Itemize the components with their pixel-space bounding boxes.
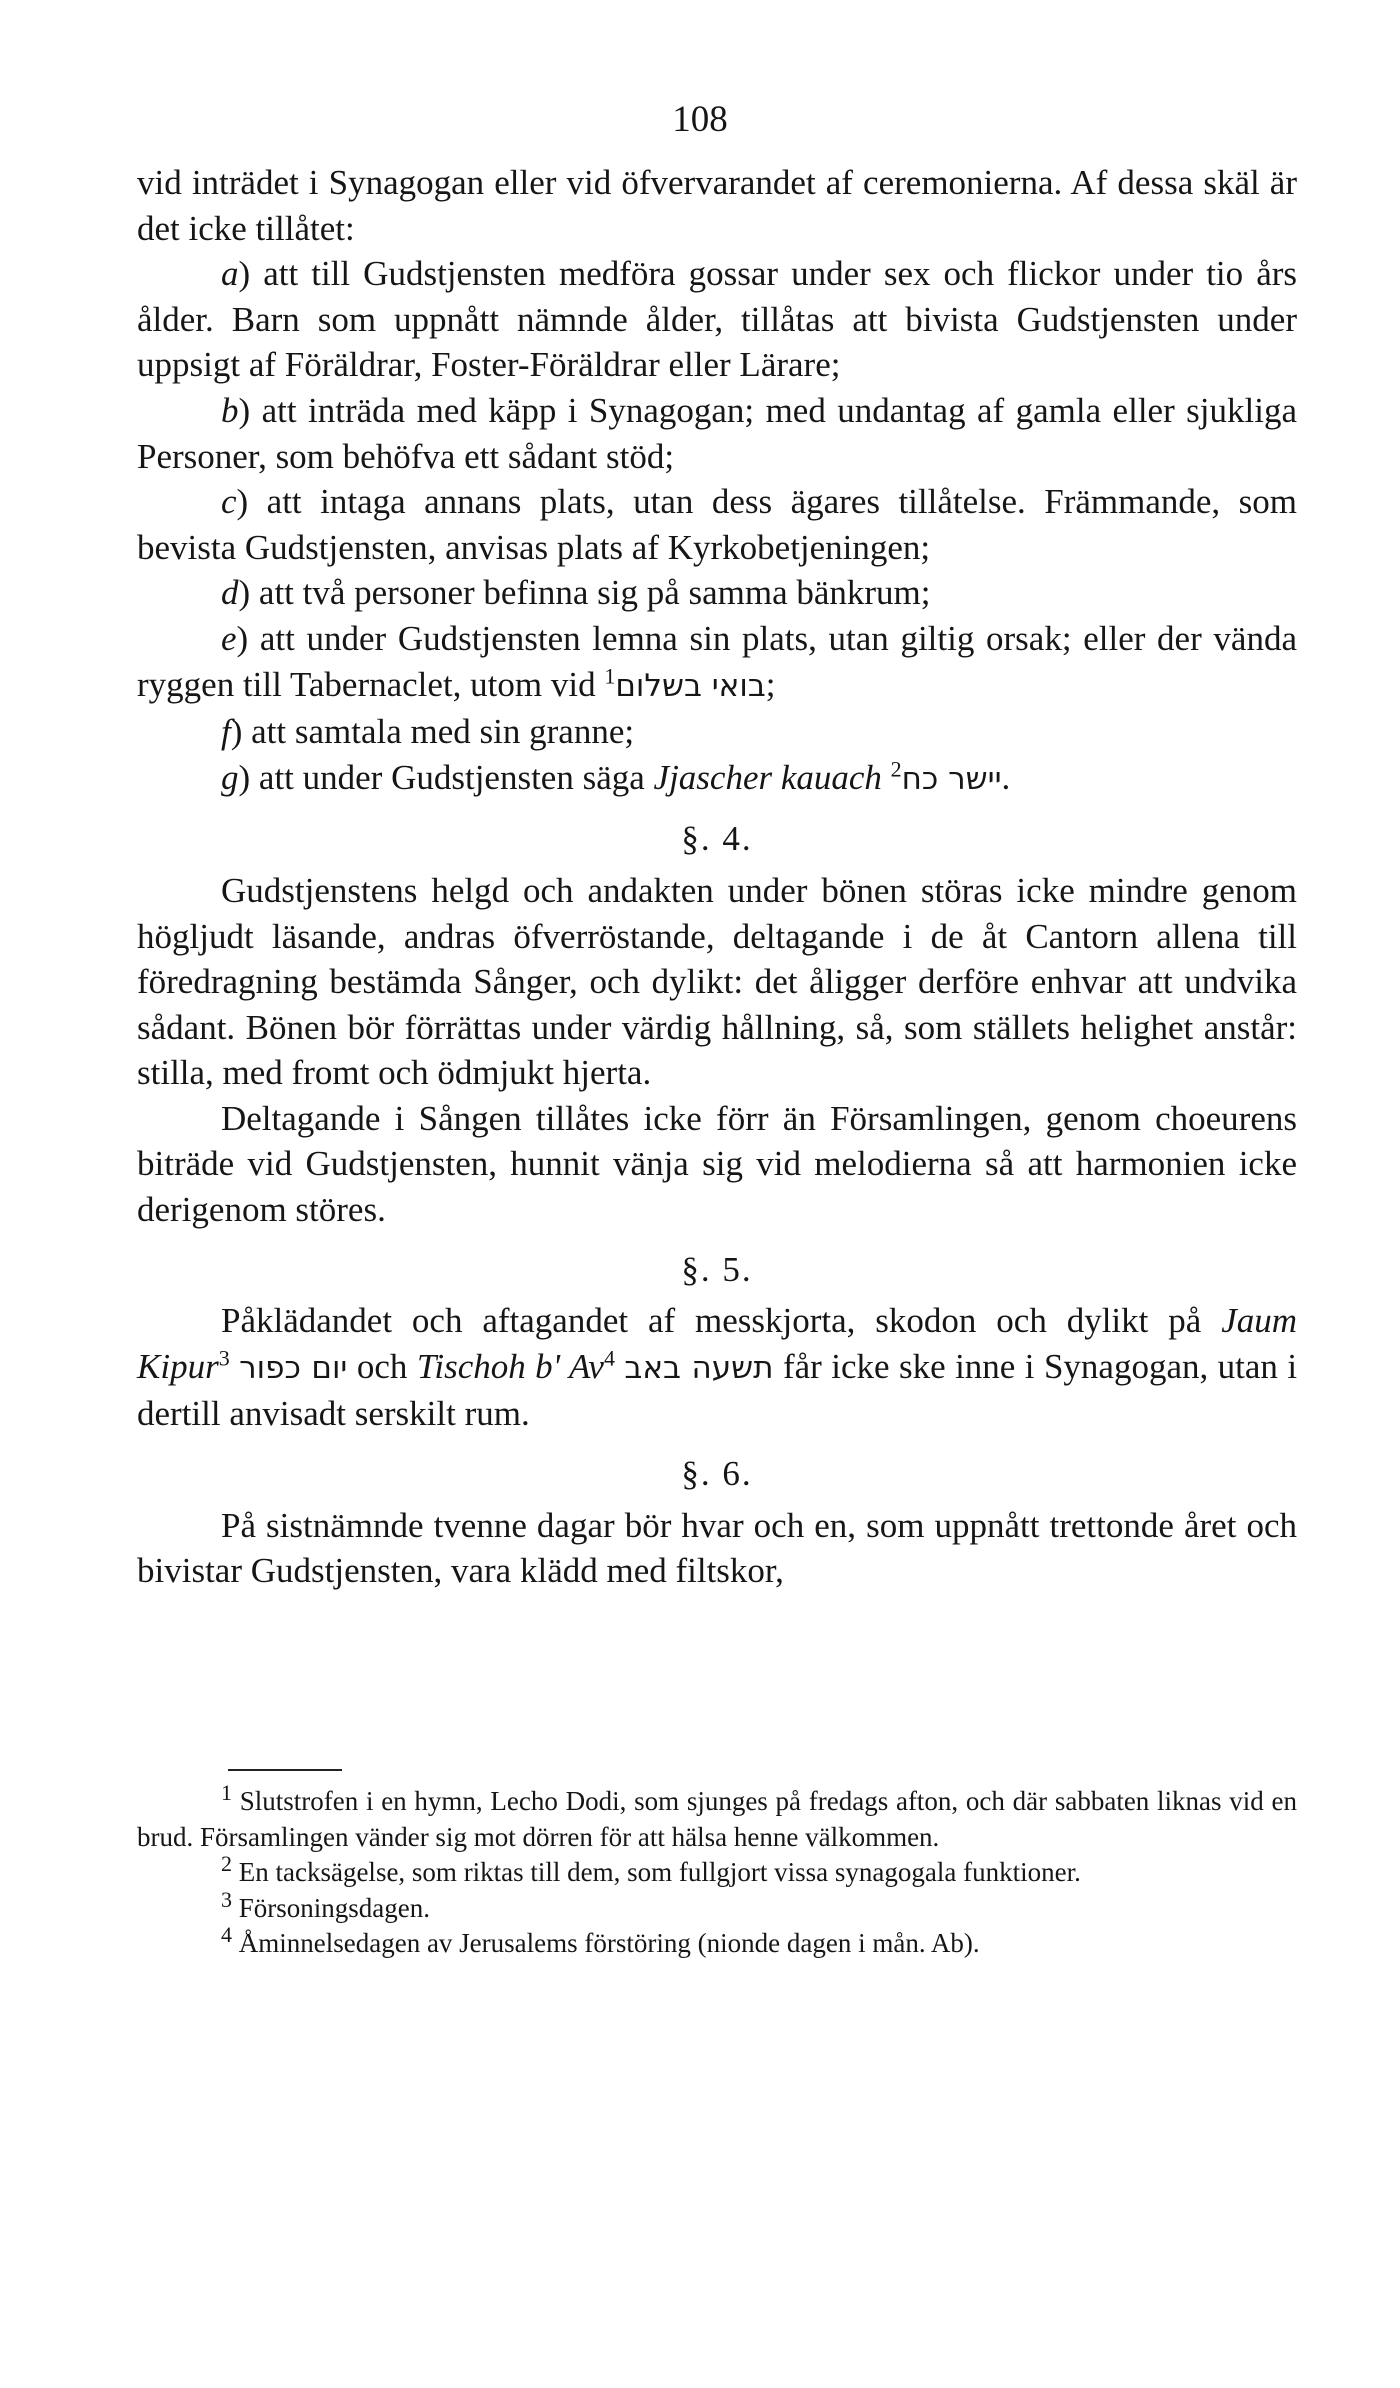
hebrew-phrase: בואי בשלום (615, 667, 766, 704)
item-text: att samtala med sin granne; (242, 712, 635, 752)
footnote-text: Åminnelsedagen av Jerusalems förstöring (nionde dagen i mån. Ab). (238, 1928, 980, 1958)
item-a: a) att till Gudstjensten medföra gossar under sex och flickor under tio års ålder. Barn som uppnått nämnde ålder, tillåtas att bivista Gudstjensten under uppsigt af Föräldrar, Foster-Föräldrar eller Lärare; (137, 254, 1297, 385)
section-heading-6: §. 6. (681, 1454, 753, 1494)
item-text: att till Gudstjensten medföra gossar under sex och flickor under tio års ålder. Barn som uppnått nämnde ålder, tillåtas att bivista Gudstjensten under uppsigt af Föräldrar, Foster-Föräldrar eller Lärare; (137, 254, 1297, 385)
footnote-ref: 1 (604, 662, 616, 688)
main-text (137, 160, 1297, 1594)
footnote-mark: 3 (221, 1886, 232, 1912)
footnote-text: Slutstrofen i en hymn, Lecho Dodi, som sjunges på fredags afton, och där sabbaten liknas vid en brud. Församlingen vänder sig mot dörren för att hälsa henne välkommen. (137, 1786, 1297, 1852)
footnote-text: En tacksägelse, som riktas till dem, som fullgjort vissa synagogala funktioner. (238, 1857, 1081, 1887)
footnote-ref: 3 (218, 1345, 230, 1371)
section-4-paragraph-1: Gudstjenstens helgd och andakten under bönen störas icke mindre genom högljudt läsande, andras öfverröstande, deltagande i de åt Cantorn allena till föredragning bestämda Sånger, och dylikt: det åligger derföre enhvar att undvika sådant. Bönen bör förrättas under värdig hållning, så, som ställets helighet anstår: stilla, med fromt och ödmjukt hjerta. (137, 870, 1297, 1093)
hebrew-phrase: תשעה באב (624, 1349, 774, 1386)
footnote (137, 1780, 1297, 1855)
item-marker: g (221, 757, 239, 797)
text-run: och (356, 1346, 408, 1386)
footnote-mark: 1 (221, 1780, 232, 1805)
hebrew-phrase: יום כפור (239, 1349, 348, 1386)
footnote (137, 1886, 1297, 1927)
section-heading-5: §. 5. (681, 1249, 753, 1289)
transliteration: Tischoh b' Av (416, 1346, 604, 1386)
item-c: c) att intaga annans plats, utan dess ägares tillåtelse. Främmande, som bevista Gudstjensten, anvisas plats af Kyrkobetjeningen; (137, 482, 1297, 567)
footnote-mark: 2 (221, 1851, 232, 1876)
punctuation: ; (765, 664, 776, 704)
footnote-divider (228, 1769, 342, 1771)
item-f: f) att samtala med sin granne; (221, 712, 635, 752)
item-marker: c (221, 482, 237, 522)
section-5-paragraph (137, 1298, 1297, 1437)
text-run: får icke ske inne i Synagogan, utan i dertill anvisadt serskilt rum. (137, 1346, 1298, 1434)
text-run: Påklädandet och aftagandet af messkjorta, skodon och dylikt på (221, 1301, 1202, 1341)
footnote (137, 1922, 1297, 1962)
item-marker: b (221, 390, 239, 430)
footnote-text: Försoningsdagen. (238, 1892, 430, 1923)
item-e: e) att under Gudstjensten lemna sin plats, utan giltig orsak; eller der vända ryggen till Tabernaclet, utom vid $^1$בואי בשלום; (137, 618, 1297, 704)
transliteration: Jaum Kipur (137, 1301, 1298, 1386)
section-6-paragraph: På sistnämnde tvenne dagar bör hvar och en, som uppnått trettonde året och bivistar Gudstjensten, vara klädd med filtskor, (137, 1505, 1297, 1591)
footnote (137, 1851, 1297, 1891)
item-b: b) att inträda med käpp i Synagogan; med undantag af gamla eller sjukliga Personer, som behöfva ett sådant stöd; (137, 390, 1297, 476)
item-text: att intaga annans plats, utan dess ägares tillåtelse. Främmande, som bevista Gudstjensten, anvisas plats af Kyrkobetjeningen; (137, 482, 1297, 567)
section-heading-4: §. 4. (681, 819, 753, 859)
footnote-ref: 4 (603, 1345, 615, 1371)
footnote-mark: 4 (221, 1922, 232, 1947)
footnotes (137, 1780, 1297, 1962)
hebrew-phrase: יישר כח (901, 760, 1002, 797)
item-text: att under Gudstjensten säga (250, 757, 645, 797)
item-text: att inträda med käpp i Synagogan; med undantag af gamla eller sjukliga Personer, som behöfva ett sådant stöd; (137, 390, 1297, 476)
item-marker: e (221, 618, 237, 658)
item-marker: f (221, 712, 231, 752)
footnote-ref: 2 (890, 756, 902, 782)
item-text: att under Gudstjensten lemna sin plats, utan giltig orsak; eller der vända ryggen till Tabernaclet, utom vid (137, 618, 1297, 704)
item-g: g) att under Gudstjensten säga Jjascher kauach $^2$יישר כח. (221, 756, 1011, 797)
item-marker: a (221, 254, 239, 294)
item-marker: d (221, 573, 239, 613)
punctuation: . (1001, 757, 1011, 797)
page-number: 108 (672, 99, 728, 140)
item-d: d) att två personer befinna sig på samma bänkrum; (221, 573, 931, 613)
item-text: att två personer befinna sig på samma bänkrum; (250, 573, 931, 613)
section-4-paragraph-2: Deltagande i Sången tillåtes icke förr än Församlingen, genom choeurens biträde vid Gudstjensten, hunnit vänja sig vid melodierna så att harmonien icke derigenom störes. (137, 1098, 1297, 1230)
transliteration: Jjascher kauach (653, 757, 882, 797)
intro-paragraph: vid inträdet i Synagogan eller vid öfvervarandet af ceremonierna. Af dessa skäl är det icke tillåtet: (137, 163, 1297, 248)
